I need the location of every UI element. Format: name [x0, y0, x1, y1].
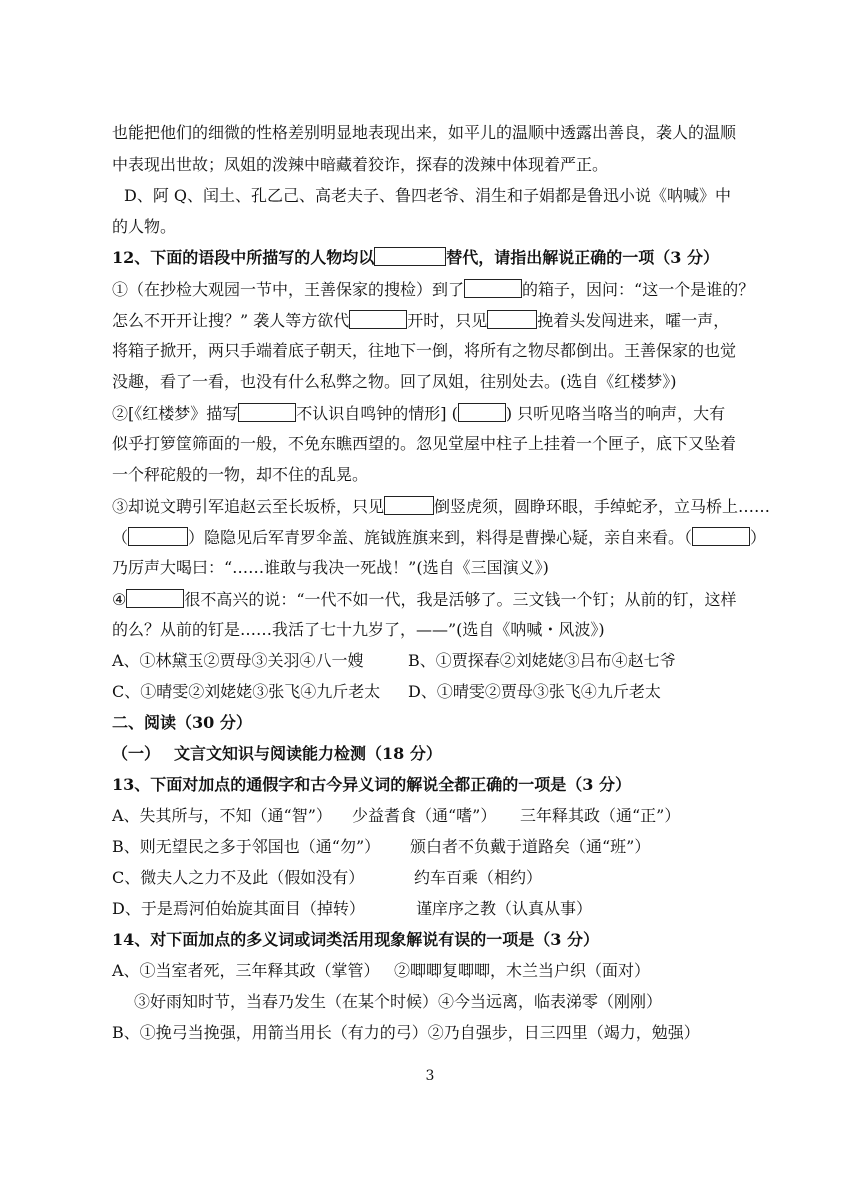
passage-2-line: 似乎打箩筐筛面的一般，不免东瞧西望的。忽见堂屋中柱子上挂着一个匣子，底下又坠着 — [112, 434, 737, 453]
blank-box — [349, 310, 407, 329]
q13-option-b: B、则无望民之多于邻国也（通“勿”） 颁白者不负戴于道路矣（通“班”） — [112, 837, 651, 856]
q13-option-c: C、微夫人之力不及此（假如没有） 约车百乘（相约） — [112, 868, 543, 887]
blank-box — [126, 589, 184, 608]
passage-1-line: ①（在抄检大观园一节中，王善保家的搜检）到了 的箱子，因问：“这一个是谁的？ — [112, 280, 755, 299]
passage-3-line: ③却说文聘引军追赵云至长坂桥，只见 倒竖虎须，圆睁环眼，手绰蛇矛，立马桥上…… — [112, 497, 771, 516]
passage-4-line: ④ 很不高兴的说：“一代不如一代，我是活够了。三文钱一个钉；从前的钉，这样 — [112, 590, 737, 609]
question-13-stem: 13、下面对加点的通假字和古今异义词的解说全都正确的一项是（3 分） — [112, 775, 631, 794]
blank-box — [464, 279, 522, 298]
text-line: 也能把他们的细微的性格差别明显地表现出来，如平儿的温顺中透露出善良，袭人的温顺 — [112, 123, 737, 142]
blank-box — [238, 403, 296, 422]
options-ab-line: A、①林黛玉②贾母③关羽④八一嫂 B、①贾探春②刘姥姥③吕布④赵七爷 — [112, 651, 676, 670]
text-line: 中表现出世故；凤姐的泼辣中暗藏着狡诈，探春的泼辣中体现着严正。 — [112, 155, 609, 174]
q13-option-d: D、于是焉河伯始旋其面目（掉转） 谨庠序之教（认真从事） — [112, 899, 593, 918]
q14-option-b: B、①挽弓当挽强，用箭当用长（有力的弓）②乃自强步，日三四里（竭力，勉强） — [112, 1023, 700, 1042]
passage-1-line: 没趣，看了一看，也没有什么私弊之物。回了凤姐，往别处去。(选自《红楼梦》) — [112, 372, 677, 391]
passage-2-line: ②[《红楼梦》描写 不认识自鸣钟的情形] ( ) 只听见咯当咯当的响声，大有 — [112, 404, 726, 423]
section-heading: 二、阅读（30 分） — [112, 713, 252, 732]
passage-2-line: 一个秤砣般的一物，却不住的乱晃。 — [112, 465, 369, 484]
blank-box — [374, 247, 446, 266]
passage-3-line: （ ）隐隐见后军青罗伞盖、旄钺旌旗来到，料得是曹操心疑，亲自来看。（ ） — [112, 528, 767, 547]
blank-box — [487, 310, 537, 329]
subsection-heading: （一） 文言文知识与阅读能力检测（18 分） — [112, 744, 442, 763]
passage-3-line: 乃厉声大喝曰：“……谁敢与我决一死战！”(选自《三国演义》) — [112, 558, 549, 577]
q13-option-a: A、失其所与，不知（通“智”） 少益耆食（通“嗜”） 三年释其政（通“正”） — [112, 806, 681, 825]
options-cd-line: C、①晴雯②刘姥姥③张飞④九斤老太 D、①晴雯②贾母③张飞④九斤老太 — [112, 682, 661, 701]
passage-4-line: 的么？从前的钉是……我活了七十九岁了，——”(选自《呐喊・风波》) — [112, 620, 605, 639]
passage-1-line: 将箱子掀开，两只手端着底子朝天，往地下一倒，将所有之物尽都倒出。王善保家的也觉 — [112, 341, 737, 360]
question-12-stem: 12、下面的语段中所描写的人物均以 替代，请指出解说正确的一项（3 分） — [112, 248, 719, 267]
q14-option-a: A、①当室者死，三年释其政（掌管） ②唧唧复唧唧，木兰当户织（面对） — [112, 961, 651, 980]
question-14-stem: 14、对下面加点的多义词或词类活用现象解说有误的一项是（3 分） — [112, 930, 599, 949]
q14-option-a-cont: ③好雨知时节，当春乃发生（在某个时候）④今当远离，临表涕零（刚刚） — [134, 992, 663, 1011]
option-d-line: D、阿 Q、闰土、孔乙己、高老夫子、鲁四老爷、涓生和子娟都是鲁迅小说《呐喊》中 — [124, 186, 732, 205]
page-number: 3 — [425, 1068, 435, 1084]
passage-1-line: 怎么不开开让搜？” 袭人等方欲代 开时，只见 挽着头发闯进来，嚯一声， — [112, 311, 730, 330]
blank-box — [384, 496, 434, 515]
text-line: 的人物。 — [112, 217, 177, 236]
blank-box — [128, 527, 188, 546]
blank-box — [692, 527, 750, 546]
blank-box — [458, 403, 506, 422]
